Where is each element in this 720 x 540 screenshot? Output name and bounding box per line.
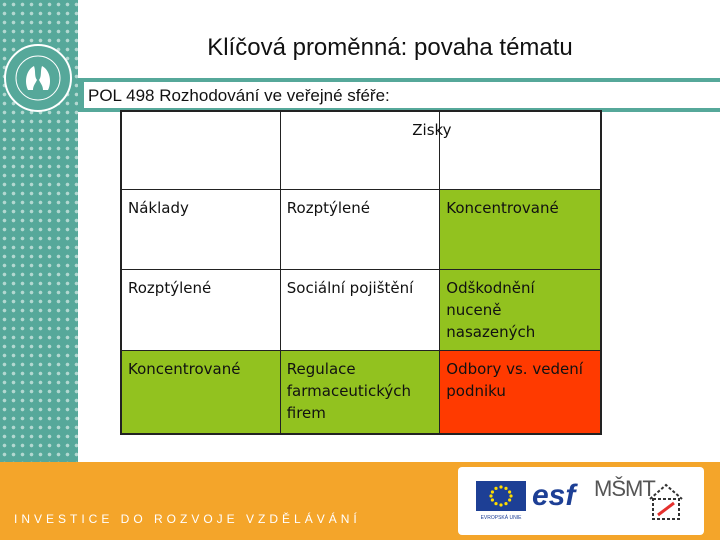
table-row (121, 111, 601, 189)
footer-slogan: INVESTICE DO ROZVOJE VZDĚLÁVÁNÍ (14, 512, 361, 526)
cell-forced-labor-compensation: Odškodnění nuceně nasazených (440, 269, 601, 350)
cell-pharma-regulation: Regulace farmaceutických firem (280, 350, 440, 434)
cell-unions-vs-management: Odbory vs. vedení podniku (440, 350, 601, 434)
course-subtitle: POL 498 Rozhodování ve veřejné sféře: (88, 86, 390, 105)
matrix-header-corner (121, 111, 280, 189)
col-label-diffuse: Rozptýlené (280, 189, 440, 269)
row-label-costs: Náklady (121, 189, 280, 269)
eu-flag-icon (476, 481, 526, 511)
university-seal-logo (4, 44, 72, 112)
matrix-header-benefits (412, 111, 601, 189)
table-row (121, 350, 601, 434)
msmt-logo: MŠMT (594, 476, 655, 501)
benefits-label: Zisky (412, 121, 452, 139)
col-label-concentrated: Koncentrované (440, 189, 601, 269)
esf-logo: esf (532, 479, 576, 512)
op-house-icon (644, 479, 688, 528)
table-row (121, 189, 601, 269)
row-label-diffuse: Rozptýlené (121, 269, 280, 350)
funding-logos (458, 467, 704, 535)
row-label-concentrated: Koncentrované (121, 350, 280, 434)
eu-label: EVROPSKÁ UNIE (480, 515, 522, 521)
slide-title: Klíčová proměnná: povaha tématu (207, 34, 573, 61)
cell-social-insurance: Sociální pojištění (280, 269, 440, 350)
costs-benefits-matrix (120, 110, 602, 435)
sidebar-decoration (0, 0, 78, 462)
table-row (121, 269, 601, 350)
